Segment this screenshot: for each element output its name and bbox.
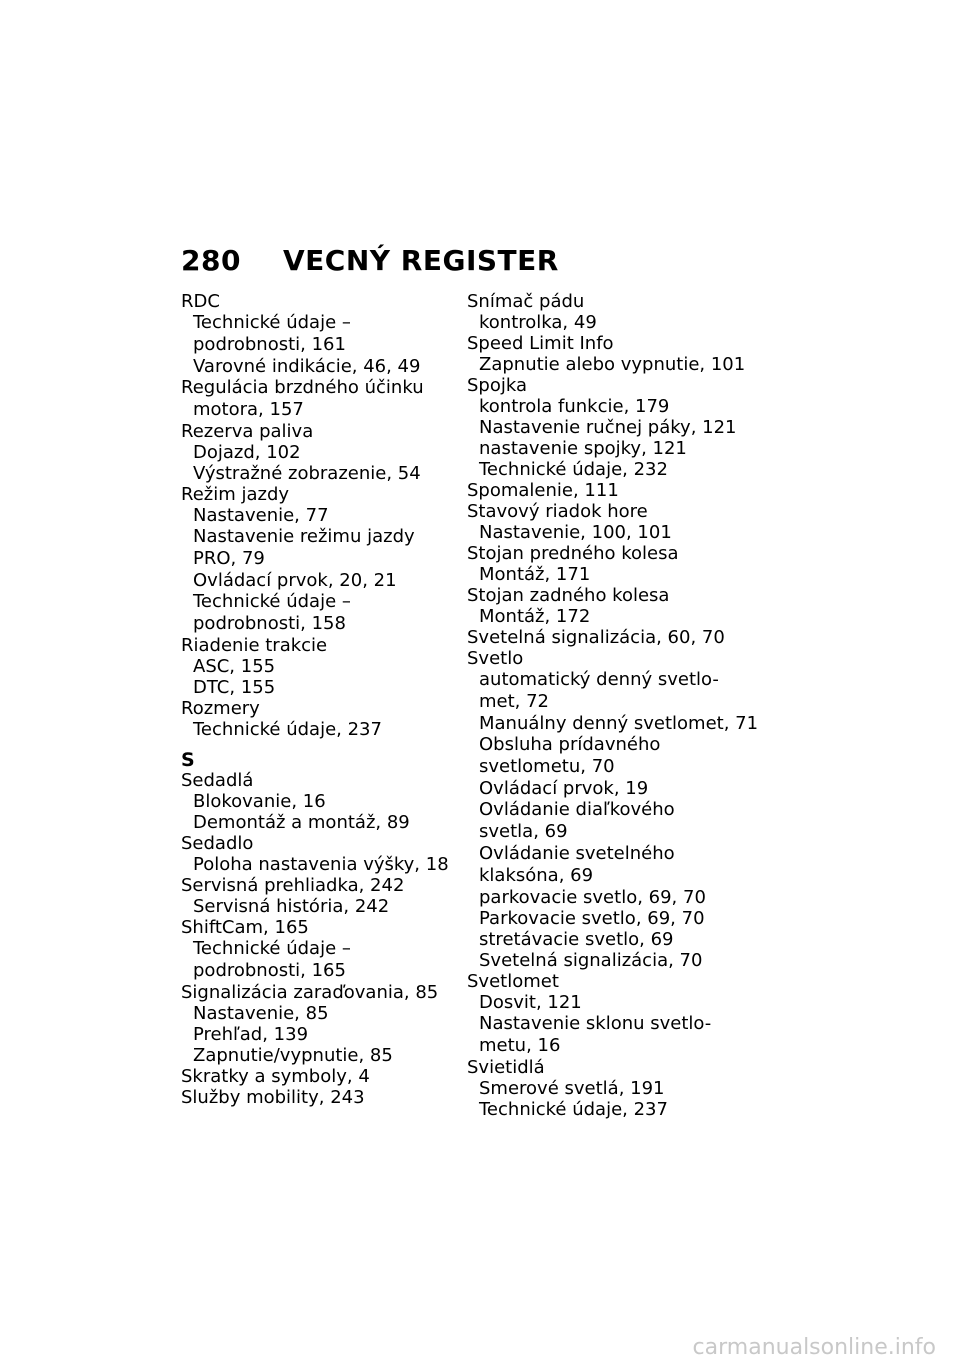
index-entry: ShiftCam, 165 [181, 917, 309, 938]
index-subentry: Smerové svetlá, 191 [479, 1078, 665, 1099]
index-subentry: nastavenie spojky, 121 [479, 438, 687, 459]
index-entry: Svetelná signalizácia, 60, 70 [467, 627, 725, 648]
index-entry: Rezerva paliva [181, 421, 314, 442]
index-subentry: ASC, 155 [193, 656, 276, 677]
index-subentry: motora, 157 [193, 399, 304, 420]
index-subentry: Technické údaje – [193, 591, 351, 612]
index-subentry: klaksóna, 69 [479, 865, 594, 886]
index-subentry: Technické údaje – [193, 312, 351, 333]
index-subentry: Technické údaje – [193, 938, 351, 959]
index-entry: Služby mobility, 243 [181, 1087, 365, 1108]
index-entry: Signalizácia zaraďovania, 85 [181, 982, 439, 1003]
index-subentry: Ovládanie diaľkového [479, 799, 675, 820]
index-subentry: Nastavenie sklonu svetlo- [479, 1013, 712, 1034]
index-entry: Svetlomet [467, 971, 559, 992]
page-header [181, 244, 559, 277]
index-entry: Spomalenie, 111 [467, 480, 619, 501]
index-subentry: Zapnutie/vypnutie, 85 [193, 1045, 393, 1066]
index-entry: Režim jazdy [181, 484, 290, 505]
index-section-letter: S [181, 749, 195, 771]
index-subentry: DTC, 155 [193, 677, 276, 698]
watermark: carmanualsonline.info [692, 1335, 936, 1360]
index-subentry: Ovládanie svetelného [479, 843, 675, 864]
index-subentry: metu, 16 [479, 1035, 561, 1056]
index-subentry: Nastavenie, 100, 101 [479, 522, 672, 543]
index-subentry: svetlometu, 70 [479, 756, 615, 777]
index-subentry: Demontáž a montáž, 89 [193, 812, 410, 833]
index-subentry: Ovládací prvok, 20, 21 [193, 570, 397, 591]
index-entry: Sedadlá [181, 770, 254, 791]
index-subentry: Obsluha prídavného [479, 734, 661, 755]
index-subentry: met, 72 [479, 691, 550, 712]
index-subentry: Manuálny denný svetlomet, 71 [479, 713, 759, 734]
index-subentry: kontrola funkcie, 179 [479, 396, 670, 417]
index-subentry: Svetelná signalizácia, 70 [479, 950, 703, 971]
index-subentry: Nastavenie, 77 [193, 505, 329, 526]
index-entry: Svetlo [467, 648, 524, 669]
index-subentry: Technické údaje, 237 [479, 1099, 668, 1120]
index-subentry: Servisná história, 242 [193, 896, 390, 917]
index-entry: Rozmery [181, 698, 260, 719]
index-entry: Spojka [467, 375, 528, 396]
index-entry: Riadenie trakcie [181, 635, 328, 656]
index-entry: Speed Limit Info [467, 333, 614, 354]
index-entry: Snímač pádu [467, 291, 585, 312]
index-subentry: automatický denný svetlo- [479, 669, 719, 690]
index-subentry: podrobnosti, 161 [193, 334, 346, 355]
index-entry: Skratky a symboly, 4 [181, 1066, 370, 1087]
index-subentry: Technické údaje, 237 [193, 719, 382, 740]
index-subentry: podrobnosti, 158 [193, 613, 346, 634]
index-subentry: Ovládací prvok, 19 [479, 778, 649, 799]
index-subentry: PRO, 79 [193, 548, 265, 569]
index-subentry: Nastavenie režimu jazdy [193, 526, 415, 547]
index-entry: RDC [181, 291, 220, 312]
index-subentry: Nastavenie ručnej páky, 121 [479, 417, 737, 438]
index-entry: Svietidlá [467, 1057, 545, 1078]
index-subentry: Montáž, 172 [479, 606, 591, 627]
index-entry: Servisná prehliadka, 242 [181, 875, 405, 896]
index-column-right [467, 291, 757, 1120]
page-number: 280 [181, 244, 241, 277]
index-subentry: svetla, 69 [479, 821, 568, 842]
index-column-left [181, 291, 461, 1108]
index-subentry: parkovacie svetlo, 69, 70 [479, 887, 706, 908]
index-subentry: Blokovanie, 16 [193, 791, 326, 812]
index-subentry: Poloha nastavenia výšky, 18 [193, 854, 449, 875]
index-subentry: Dojazd, 102 [193, 442, 301, 463]
index-subentry: Výstražné zobrazenie, 54 [193, 463, 421, 484]
index-subentry: stretávacie svetlo, 69 [479, 929, 674, 950]
index-entry: Stojan predného kolesa [467, 543, 679, 564]
index-entry: Sedadlo [181, 833, 254, 854]
index-entry: Regulácia brzdného účinku [181, 377, 424, 398]
index-subentry: Dosvit, 121 [479, 992, 582, 1013]
index-subentry: Nastavenie, 85 [193, 1003, 329, 1024]
index-subentry: podrobnosti, 165 [193, 960, 346, 981]
index-subentry: Varovné indikácie, 46, 49 [193, 356, 421, 377]
index-entry: Stavový riadok hore [467, 501, 648, 522]
index-subentry: Zapnutie alebo vypnutie, 101 [479, 354, 746, 375]
index-subentry: Prehľad, 139 [193, 1024, 309, 1045]
page-title: VECNÝ REGISTER [283, 244, 559, 277]
index-subentry: Parkovacie svetlo, 69, 70 [479, 908, 705, 929]
index-subentry: Technické údaje, 232 [479, 459, 668, 480]
index-subentry: Montáž, 171 [479, 564, 591, 585]
index-subentry: kontrolka, 49 [479, 312, 597, 333]
index-entry: Stojan zadného kolesa [467, 585, 670, 606]
